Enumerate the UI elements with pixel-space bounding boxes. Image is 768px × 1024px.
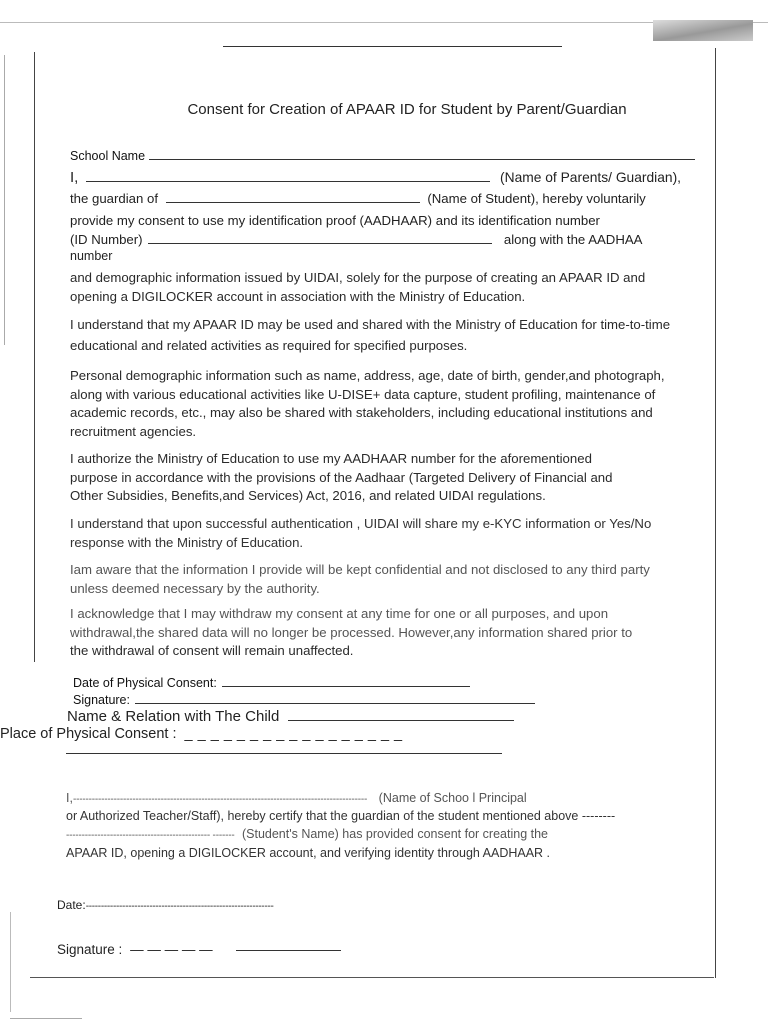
parent-name-blank[interactable] (86, 181, 490, 182)
certify-signature-label: Signature : (57, 942, 123, 957)
paragraph-line: withdrawal,the shared data will no longer be processed. However,any information shared prior to (70, 624, 633, 640)
paragraph-line: along with various educational activities like U-DISE+ data capture, student profiling, maintenance of (70, 386, 656, 402)
parent-signature-field[interactable] (73, 693, 535, 707)
certify-date-field[interactable] (57, 898, 274, 912)
consent-date-field[interactable] (73, 676, 470, 690)
paragraph-line: opening a DIGILOCKER account in association with the Ministry of Education. (70, 288, 526, 304)
bottom-rule (30, 977, 714, 978)
left-bottom-border (10, 912, 11, 1012)
form-title: Consent for Creation of APAAR ID for Student by Parent/Guardian (187, 101, 627, 118)
parent-signature-label: Signature: (73, 693, 130, 707)
paragraph-line: the withdrawal of consent will remain unaffected. (70, 643, 354, 659)
paragraph-demographics (70, 367, 696, 441)
principal-name-suffix: (Name of Schoo l Principal (378, 791, 527, 805)
student-name-blank[interactable] (166, 202, 420, 203)
paragraph-purpose (70, 269, 696, 306)
paragraph-line: I authorize the Ministry of Education to use my AADHAAR number for the aforementioned (70, 451, 592, 466)
corner-scan-mark (653, 20, 753, 41)
i-label: I, (70, 169, 79, 186)
place-underline (66, 753, 502, 754)
id-number-suffix: along with the AADHAA (503, 232, 643, 247)
number-word: number (70, 249, 113, 263)
paragraph-ekyc (70, 515, 696, 552)
id-number-field[interactable] (70, 232, 642, 247)
certify-signature-dashes[interactable]: — — — — — (130, 942, 213, 957)
paragraph-line: educational and related activities as required for specified purposes. (70, 337, 468, 353)
paragraph-confidential (70, 561, 696, 598)
certify-line-3 (66, 827, 548, 841)
certify-date-dots[interactable]: -------------------------------------------------------------- (85, 901, 274, 912)
paragraph-sharing (70, 316, 696, 357)
student-name-dots[interactable]: ---------------------------------------------- ------- (66, 830, 235, 841)
right-vertical-border (715, 48, 716, 978)
name-relation-blank[interactable] (288, 720, 514, 721)
student-name-suffix: (Name of Student), hereby voluntarily (427, 191, 646, 206)
school-name-field[interactable] (70, 149, 695, 163)
name-relation-field[interactable] (67, 708, 514, 725)
parent-signature-blank[interactable] (135, 703, 535, 704)
name-relation-label: Name & Relation with The Child (67, 708, 280, 725)
paragraph-withdraw (70, 605, 696, 661)
bottom-small-rule (10, 1018, 82, 1019)
paragraph-line: Iam aware that the information I provide will be kept confidential and not disclosed to any third party (70, 562, 650, 577)
paragraph-line: I acknowledge that I may withdraw my consent at any time for one or all purposes, and upon (70, 606, 609, 621)
paragraph-line: response with the Ministry of Education. (70, 534, 304, 550)
paragraph-line: Personal demographic information such as name, address, age, date of birth, gender,and photograph, (70, 368, 665, 383)
paragraph-line: Other Subsidies, Benefits,and Services) Act, 2016, and related UIDAI regulations. (70, 488, 546, 504)
principal-name-dots[interactable]: ---------------------------------------------------------------------------------------------- (72, 794, 368, 805)
guardian-of-label: the guardian of (70, 191, 158, 206)
left-edge-mark (4, 55, 5, 345)
header-rule (223, 46, 562, 47)
certify-line-4: APAAR ID, opening a DIGILOCKER account, and verifying identity through AADHAAR . (66, 846, 551, 860)
paragraph-authorize (70, 450, 696, 506)
consent-line: provide my consent to use my identification proof (AADHAAR) and its identification number (70, 213, 600, 228)
id-number-blank[interactable] (148, 243, 492, 244)
consent-date-blank[interactable] (222, 686, 470, 687)
certify-signature-field[interactable] (57, 942, 213, 957)
paragraph-line: unless deemed necessary by the authority. (70, 580, 320, 596)
id-number-label: (ID Number) (70, 232, 143, 247)
paragraph-line: I understand that my APAAR ID may be used and shared with the Ministry of Education for time-to-time (70, 317, 671, 332)
left-vertical-border (34, 52, 35, 662)
school-name-label: School Name (70, 149, 146, 163)
parent-name-suffix: (Name of Parents/ Guardian), (500, 170, 682, 185)
school-name-blank[interactable] (149, 159, 695, 160)
consent-place-field[interactable] (0, 726, 403, 742)
paragraph-line: academic records, etc., may also be shared with stakeholders, including educational institutions and (70, 405, 653, 421)
paragraph-line: recruitment agencies. (70, 423, 197, 439)
paragraph-line: I understand that upon successful authentication , UIDAI will share my e-KYC information or Yes/No (70, 516, 652, 531)
certify-line-1 (66, 791, 527, 805)
student-name-field[interactable] (70, 191, 646, 206)
consent-place-label: Place of Physical Consent : (0, 726, 177, 742)
certify-date-label: Date: (57, 898, 86, 912)
consent-date-label: Date of Physical Consent: (73, 676, 217, 690)
consent-place-dashes[interactable]: _ _ _ _ _ _ _ _ _ _ _ _ _ _ _ _ _ (184, 726, 403, 742)
certify-i-label: I, (66, 791, 73, 805)
student-name-suffix-cert: (Student's Name) has provided consent for creating the (241, 827, 548, 841)
paragraph-line: purpose in accordance with the provisions of the Aadhaar (Targeted Delivery of Financial and (70, 469, 613, 485)
parent-name-field[interactable] (70, 169, 681, 186)
certify-signature-line (236, 950, 341, 951)
paragraph-line: and demographic information issued by UIDAI, solely for the purpose of creating an APAAR ID and (70, 270, 646, 285)
certify-line-2: or Authorized Teacher/Staff), hereby certify that the guardian of the student mentioned above -------- (66, 809, 616, 823)
